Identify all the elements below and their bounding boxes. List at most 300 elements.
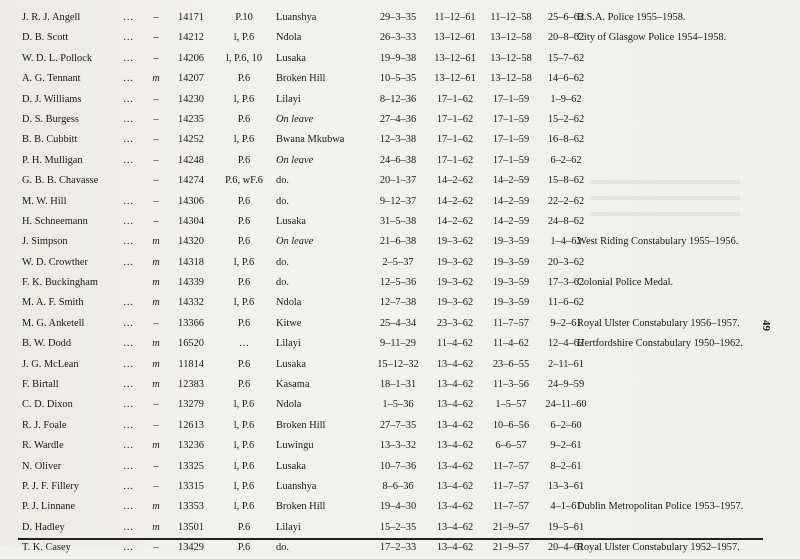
- service-number: 14274: [178, 175, 204, 187]
- remarks: Royal Ulster Constabulary 1952–1957.: [577, 542, 740, 554]
- qualification: l, P.6: [233, 32, 255, 44]
- seniority-date: 21–9–57: [492, 542, 530, 554]
- table-row: [0, 171, 800, 191]
- marital-mark: –: [153, 12, 159, 23]
- date-entry: 6–2–62: [550, 154, 582, 166]
- date-appointed: 17–1–62: [436, 93, 474, 105]
- table-row: [0, 232, 800, 252]
- marital-mark: –: [153, 215, 159, 227]
- date-of-birth: 9–12–37: [379, 195, 417, 207]
- qualification: l, P.6: [233, 440, 255, 452]
- service-number: 14212: [178, 32, 204, 44]
- officer-name: M. W. Hill: [22, 195, 67, 207]
- date-of-birth: 12–7–38: [379, 297, 417, 309]
- leader-dots: …: [123, 12, 135, 23]
- table-row: [0, 69, 800, 89]
- date-appointed: 13–12–61: [434, 52, 476, 64]
- station: Lusaka: [276, 358, 307, 370]
- leader-dots: …: [123, 501, 135, 513]
- station: Lilayi: [276, 338, 301, 350]
- table-row: [0, 110, 800, 130]
- date-appointed: 13–4–62: [436, 358, 474, 370]
- date-appointed: 13–4–62: [436, 480, 474, 492]
- qualification: l, P.6: [233, 134, 255, 146]
- seniority-date: 17–1–59: [492, 113, 530, 125]
- station: Lusaka: [276, 52, 307, 64]
- station: Broken Hill: [276, 501, 326, 513]
- station: Kasama: [276, 379, 310, 391]
- service-number: 14304: [178, 215, 204, 227]
- date-of-birth: 13–3–32: [379, 440, 417, 452]
- officer-name: G. B. B. Chavasse: [22, 175, 99, 187]
- officer-name: A. G. Tennant: [22, 73, 81, 85]
- date-appointed: 19–3–62: [436, 297, 474, 309]
- leader-dots: …: [123, 379, 135, 391]
- date-of-birth: 29–3–35: [379, 12, 417, 23]
- date-appointed: 19–3–62: [436, 277, 474, 289]
- date-appointed: 14–2–62: [436, 195, 474, 207]
- marital-mark: m: [152, 277, 160, 289]
- service-number: 14206: [178, 52, 204, 64]
- station: Kitwe: [276, 317, 302, 329]
- officer-name: D. Hadley: [22, 521, 65, 533]
- station: Lusaka: [276, 460, 307, 472]
- service-number: 13366: [178, 317, 204, 329]
- date-appointed: 13–12–61: [434, 73, 476, 85]
- marital-mark: m: [152, 501, 160, 513]
- date-of-birth: 1–5–36: [382, 399, 414, 411]
- table-row: [0, 151, 800, 171]
- service-number: 11814: [178, 358, 204, 370]
- date-of-birth: 31–5–38: [379, 215, 417, 227]
- seniority-date: 21–9–57: [492, 521, 530, 533]
- marital-mark: –: [153, 399, 159, 411]
- seniority-date: 19–3–59: [492, 277, 530, 289]
- station: do.: [276, 277, 289, 289]
- table-row: [0, 334, 800, 354]
- table-row: [0, 497, 800, 517]
- date-of-birth: 25–4–34: [379, 317, 417, 329]
- leader-dots: …: [123, 73, 135, 85]
- table-row: [0, 49, 800, 69]
- leader-dots: …: [123, 338, 135, 350]
- qualification: P.6: [237, 358, 251, 370]
- officer-name: J. Simpson: [22, 236, 68, 248]
- date-appointed: 19–3–62: [436, 256, 474, 268]
- date-appointed: 13–12–61: [434, 32, 476, 44]
- marital-mark: –: [153, 134, 159, 146]
- officer-name: M. G. Anketell: [22, 317, 85, 329]
- service-number: 13279: [178, 399, 204, 411]
- qualification: P.6: [237, 379, 251, 391]
- marital-mark: –: [153, 154, 159, 166]
- marital-mark: m: [152, 358, 160, 370]
- service-number: 13353: [178, 501, 204, 513]
- personnel-table: [0, 8, 800, 559]
- leader-dots: …: [123, 297, 135, 309]
- service-number: 13315: [178, 480, 204, 492]
- table-row: [0, 192, 800, 212]
- date-appointed: 11–4–62: [437, 338, 473, 350]
- officer-name: F. Birtall: [22, 379, 59, 391]
- remarks: West Riding Constabulary 1955–1956.: [577, 236, 739, 248]
- leader-dots: …: [123, 460, 135, 472]
- marital-mark: –: [153, 480, 159, 492]
- officer-name: J. G. McLean: [22, 358, 79, 370]
- qualification: P.6: [237, 195, 251, 207]
- seniority-date: 6–6–57: [495, 440, 527, 452]
- table-row: [0, 395, 800, 415]
- date-of-birth: 19–4–30: [379, 501, 417, 513]
- leader-dots: …: [123, 358, 135, 370]
- service-number: 13429: [178, 542, 204, 554]
- leader-dots: …: [123, 399, 135, 411]
- service-number: 14332: [178, 297, 204, 309]
- date-entry: 6–2–60: [550, 419, 582, 431]
- table-row: [0, 375, 800, 395]
- date-appointed: 17–1–62: [436, 154, 474, 166]
- date-entry: 1–9–62: [550, 93, 582, 105]
- service-number: 14318: [178, 256, 204, 268]
- marital-mark: m: [152, 440, 160, 452]
- date-of-birth: 27–4–36: [379, 113, 417, 125]
- qualification: l, P.6, 10: [225, 52, 263, 64]
- service-number: 13325: [178, 460, 204, 472]
- qualification: P.6: [237, 317, 251, 329]
- date-appointed: 23–3–62: [436, 317, 474, 329]
- station: On leave: [276, 236, 314, 248]
- qualification: P.6: [237, 542, 251, 554]
- leader-dots: …: [123, 134, 135, 146]
- service-number: 14230: [178, 93, 204, 105]
- station: Ndola: [276, 399, 302, 411]
- qualification: P.6: [237, 277, 251, 289]
- officer-name: W. D. Crowther: [22, 256, 88, 268]
- date-entry: 15–7–62: [547, 52, 585, 64]
- seniority-date: 17–1–59: [492, 93, 530, 105]
- table-row: [0, 436, 800, 456]
- date-of-birth: 12–3–38: [379, 134, 417, 146]
- leader-dots: …: [123, 419, 135, 431]
- date-entry: 24–9–59: [547, 379, 585, 391]
- date-appointed: 13–4–62: [436, 379, 474, 391]
- date-entry: 11–6–62: [548, 297, 584, 309]
- date-of-birth: 2–5–37: [382, 256, 414, 268]
- marital-mark: –: [153, 32, 159, 44]
- seniority-date: 14–2–59: [492, 175, 530, 187]
- officer-name: F. K. Buckingham: [22, 277, 98, 289]
- date-appointed: 14–2–62: [436, 215, 474, 227]
- seniority-date: 11–7–57: [493, 501, 529, 513]
- leader-dots: …: [123, 542, 135, 554]
- station: On leave: [276, 154, 314, 166]
- date-appointed: 13–4–62: [436, 501, 474, 513]
- seniority-date: 13–12–58: [490, 52, 532, 64]
- date-entry: 24–11–60: [545, 399, 587, 411]
- leader-dots: …: [123, 440, 135, 452]
- officer-name: N. Oliver: [22, 460, 62, 472]
- leader-dots: …: [123, 521, 135, 533]
- station: Ndola: [276, 32, 302, 44]
- qualification: l, P.6: [233, 256, 255, 268]
- date-entry: 8–2–61: [550, 460, 582, 472]
- officer-name: R. J. Foale: [22, 419, 67, 431]
- marital-mark: –: [153, 52, 159, 64]
- page-number: 49: [760, 320, 772, 331]
- officer-name: R. Wardle: [22, 440, 64, 452]
- date-entry: 15–8–62: [547, 175, 585, 187]
- qualification: l, P.6: [233, 501, 255, 513]
- station: Lilayi: [276, 521, 301, 533]
- marital-mark: –: [153, 542, 159, 554]
- station: Luwingu: [276, 440, 314, 452]
- qualification: l, P.6: [233, 480, 255, 492]
- station: On leave: [276, 113, 314, 125]
- station: Luanshya: [276, 12, 317, 23]
- date-of-birth: 20–1–37: [379, 175, 417, 187]
- officer-name: W. D. L. Pollock: [22, 52, 93, 64]
- seniority-date: 19–3–59: [492, 256, 530, 268]
- qualification: P.6, wF.6: [225, 175, 263, 187]
- seniority-date: 11–12–58: [490, 12, 532, 23]
- service-number: 14235: [178, 113, 204, 125]
- date-entry: 20–8–62: [547, 32, 585, 44]
- station: Luanshya: [276, 480, 317, 492]
- service-number: 14248: [178, 154, 204, 166]
- service-number: 12383: [178, 379, 204, 391]
- marital-mark: –: [153, 93, 159, 105]
- station: do.: [276, 256, 289, 268]
- date-of-birth: 8–6–36: [382, 480, 414, 492]
- marital-mark: –: [153, 175, 159, 187]
- table-row: [0, 477, 800, 497]
- station: Ndola: [276, 297, 302, 309]
- marital-mark: m: [152, 297, 160, 309]
- seniority-date: 14–2–59: [492, 215, 530, 227]
- leader-dots: …: [123, 215, 135, 227]
- station: Lilayi: [276, 93, 301, 105]
- marital-mark: –: [153, 419, 159, 431]
- table-row: [0, 518, 800, 538]
- table-row: [0, 314, 800, 334]
- service-number: 14171: [178, 12, 204, 23]
- leader-dots: …: [123, 236, 135, 248]
- officer-name: C. D. Dixon: [22, 399, 73, 411]
- remarks: Colonial Police Medal.: [577, 277, 674, 289]
- date-of-birth: 15–12–32: [377, 358, 419, 370]
- date-entry: 9–2–61: [550, 440, 582, 452]
- leader-dots: …: [123, 113, 135, 125]
- date-appointed: 13–4–62: [436, 521, 474, 533]
- marital-mark: –: [153, 195, 159, 207]
- service-number: 13236: [178, 440, 204, 452]
- date-entry: 4–1–61: [550, 501, 582, 513]
- leader-dots: …: [123, 480, 135, 492]
- date-entry: 20–4–61: [547, 542, 585, 554]
- station: do.: [276, 542, 289, 554]
- marital-mark: –: [153, 113, 159, 125]
- qualification: P.6: [237, 215, 251, 227]
- qualification: l, P.6: [233, 460, 255, 472]
- date-entry: 24–8–62: [547, 215, 585, 227]
- service-number: 14320: [178, 236, 204, 248]
- date-appointed: 14–2–62: [436, 175, 474, 187]
- remarks: B.S.A. Police 1955–1958.: [577, 12, 686, 23]
- qualification: l, P.6: [233, 399, 255, 411]
- officer-name: M. A. F. Smith: [22, 297, 84, 309]
- date-entry: 9–2–61: [550, 317, 582, 329]
- qualification: P.6: [237, 113, 251, 125]
- marital-mark: –: [153, 317, 159, 329]
- table-row: [0, 355, 800, 375]
- table-row: [0, 293, 800, 313]
- qualification: …: [238, 338, 250, 350]
- marital-mark: m: [152, 521, 160, 533]
- remarks: City of Glasgow Police 1954–1958.: [577, 32, 727, 44]
- service-number: 16520: [178, 338, 204, 350]
- date-of-birth: 24–6–38: [379, 154, 417, 166]
- service-number: 13501: [178, 521, 204, 533]
- qualification: l, P.6: [233, 419, 255, 431]
- seniority-date: 19–3–59: [492, 297, 530, 309]
- date-of-birth: 19–9–38: [379, 52, 417, 64]
- seniority-date: 10–6–56: [492, 419, 530, 431]
- service-number: 12613: [178, 419, 204, 431]
- station: Lusaka: [276, 215, 307, 227]
- officer-name: P. J. F. Fillery: [22, 480, 79, 492]
- date-appointed: 17–1–62: [436, 113, 474, 125]
- officer-name: H. Schneemann: [22, 215, 88, 227]
- leader-dots: …: [123, 195, 135, 207]
- table-row: [0, 253, 800, 273]
- service-number: 14207: [178, 73, 204, 85]
- seniority-date: 11–7–57: [493, 460, 529, 472]
- officer-name: B. B. Cubbitt: [22, 134, 78, 146]
- date-entry: 20–3–62: [547, 256, 585, 268]
- leader-dots: …: [123, 52, 135, 64]
- marital-mark: m: [152, 73, 160, 85]
- date-appointed: 19–3–62: [436, 236, 474, 248]
- date-of-birth: 12–5–36: [379, 277, 417, 289]
- officer-name: D. J. Williams: [22, 93, 82, 105]
- leader-dots: …: [123, 93, 135, 105]
- bottom-rule: [18, 538, 763, 540]
- date-entry: 2–11–61: [548, 358, 584, 370]
- seniority-date: 11–7–57: [493, 480, 529, 492]
- table-row: [0, 538, 800, 558]
- seniority-date: 14–2–59: [492, 195, 530, 207]
- marital-mark: m: [152, 236, 160, 248]
- date-entry: 19–5–61: [547, 521, 585, 533]
- seniority-date: 19–3–59: [492, 236, 530, 248]
- date-entry: 12–4–62: [547, 338, 585, 350]
- seniority-date: 13–12–58: [490, 32, 532, 44]
- date-appointed: 17–1–62: [436, 134, 474, 146]
- leader-dots: …: [123, 256, 135, 268]
- service-number: 14252: [178, 134, 204, 146]
- date-entry: 13–3–61: [547, 480, 585, 492]
- leader-dots: …: [123, 317, 135, 329]
- date-appointed: 13–4–62: [436, 399, 474, 411]
- date-of-birth: 10–5–35: [379, 73, 417, 85]
- date-of-birth: 10–7–36: [379, 460, 417, 472]
- seniority-date: 17–1–59: [492, 134, 530, 146]
- date-appointed: 13–4–62: [436, 440, 474, 452]
- service-number: 14306: [178, 195, 204, 207]
- date-entry: 14–6–62: [547, 73, 585, 85]
- date-of-birth: 21–6–38: [379, 236, 417, 248]
- date-of-birth: 9–11–29: [380, 338, 416, 350]
- station: Broken Hill: [276, 73, 326, 85]
- table-row: [0, 8, 800, 28]
- marital-mark: m: [152, 256, 160, 268]
- date-entry: 1–4–62: [550, 236, 582, 248]
- station: do.: [276, 175, 289, 187]
- qualification: P.10: [235, 12, 253, 23]
- qualification: l, P.6: [233, 297, 255, 309]
- officer-name: P. J. Linnane: [22, 501, 76, 513]
- date-entry: 17–3–62: [547, 277, 585, 289]
- table-row: [0, 416, 800, 436]
- date-appointed: 13–4–62: [436, 542, 474, 554]
- officer-name: T. K. Casey: [22, 542, 71, 554]
- seniority-date: 17–1–59: [492, 154, 530, 166]
- date-entry: 25–6–62: [547, 12, 585, 23]
- leader-dots: …: [123, 154, 135, 166]
- marital-mark: m: [152, 338, 160, 350]
- qualification: P.6: [237, 73, 251, 85]
- table-row: [0, 28, 800, 48]
- officer-name: D. B. Scott: [22, 32, 69, 44]
- date-of-birth: 26–3–33: [379, 32, 417, 44]
- table-row: [0, 273, 800, 293]
- officer-name: B. W. Dodd: [22, 338, 72, 350]
- seniority-date: 23–6–55: [492, 358, 530, 370]
- date-entry: 22–2–62: [547, 195, 585, 207]
- date-of-birth: 8–12–36: [379, 93, 417, 105]
- officer-name: J. R. J. Angell: [22, 12, 81, 23]
- date-of-birth: 17–2–33: [379, 542, 417, 554]
- qualification: P.6: [237, 521, 251, 533]
- date-of-birth: 15–2–35: [379, 521, 417, 533]
- seniority-date: 11–7–57: [493, 317, 529, 329]
- officer-name: P. H. Mulligan: [22, 154, 83, 166]
- remarks: Dublin Metropolitan Police 1953–1957.: [577, 501, 744, 513]
- seniority-date: 1–5–57: [495, 399, 527, 411]
- station: Bwana Mkubwa: [276, 134, 345, 146]
- qualification: P.6: [237, 154, 251, 166]
- qualification: l, P.6: [233, 93, 255, 105]
- seniority-date: 13–12–58: [490, 73, 532, 85]
- seniority-date: 11–3–56: [493, 379, 529, 391]
- date-of-birth: 27–7–35: [379, 419, 417, 431]
- table-row: [0, 130, 800, 150]
- date-appointed: 13–4–62: [436, 419, 474, 431]
- leader-dots: …: [123, 32, 135, 44]
- table-row: [0, 212, 800, 232]
- date-appointed: 11–12–61: [434, 12, 476, 23]
- marital-mark: m: [152, 379, 160, 391]
- date-of-birth: 18–1–31: [379, 379, 417, 391]
- table-row: [0, 90, 800, 110]
- date-entry: 15–2–62: [547, 113, 585, 125]
- date-entry: 16–8–62: [547, 134, 585, 146]
- service-number: 14339: [178, 277, 204, 289]
- station: Broken Hill: [276, 419, 326, 431]
- officer-name: D. S. Burgess: [22, 113, 79, 125]
- station: do.: [276, 195, 289, 207]
- qualification: P.6: [237, 236, 251, 248]
